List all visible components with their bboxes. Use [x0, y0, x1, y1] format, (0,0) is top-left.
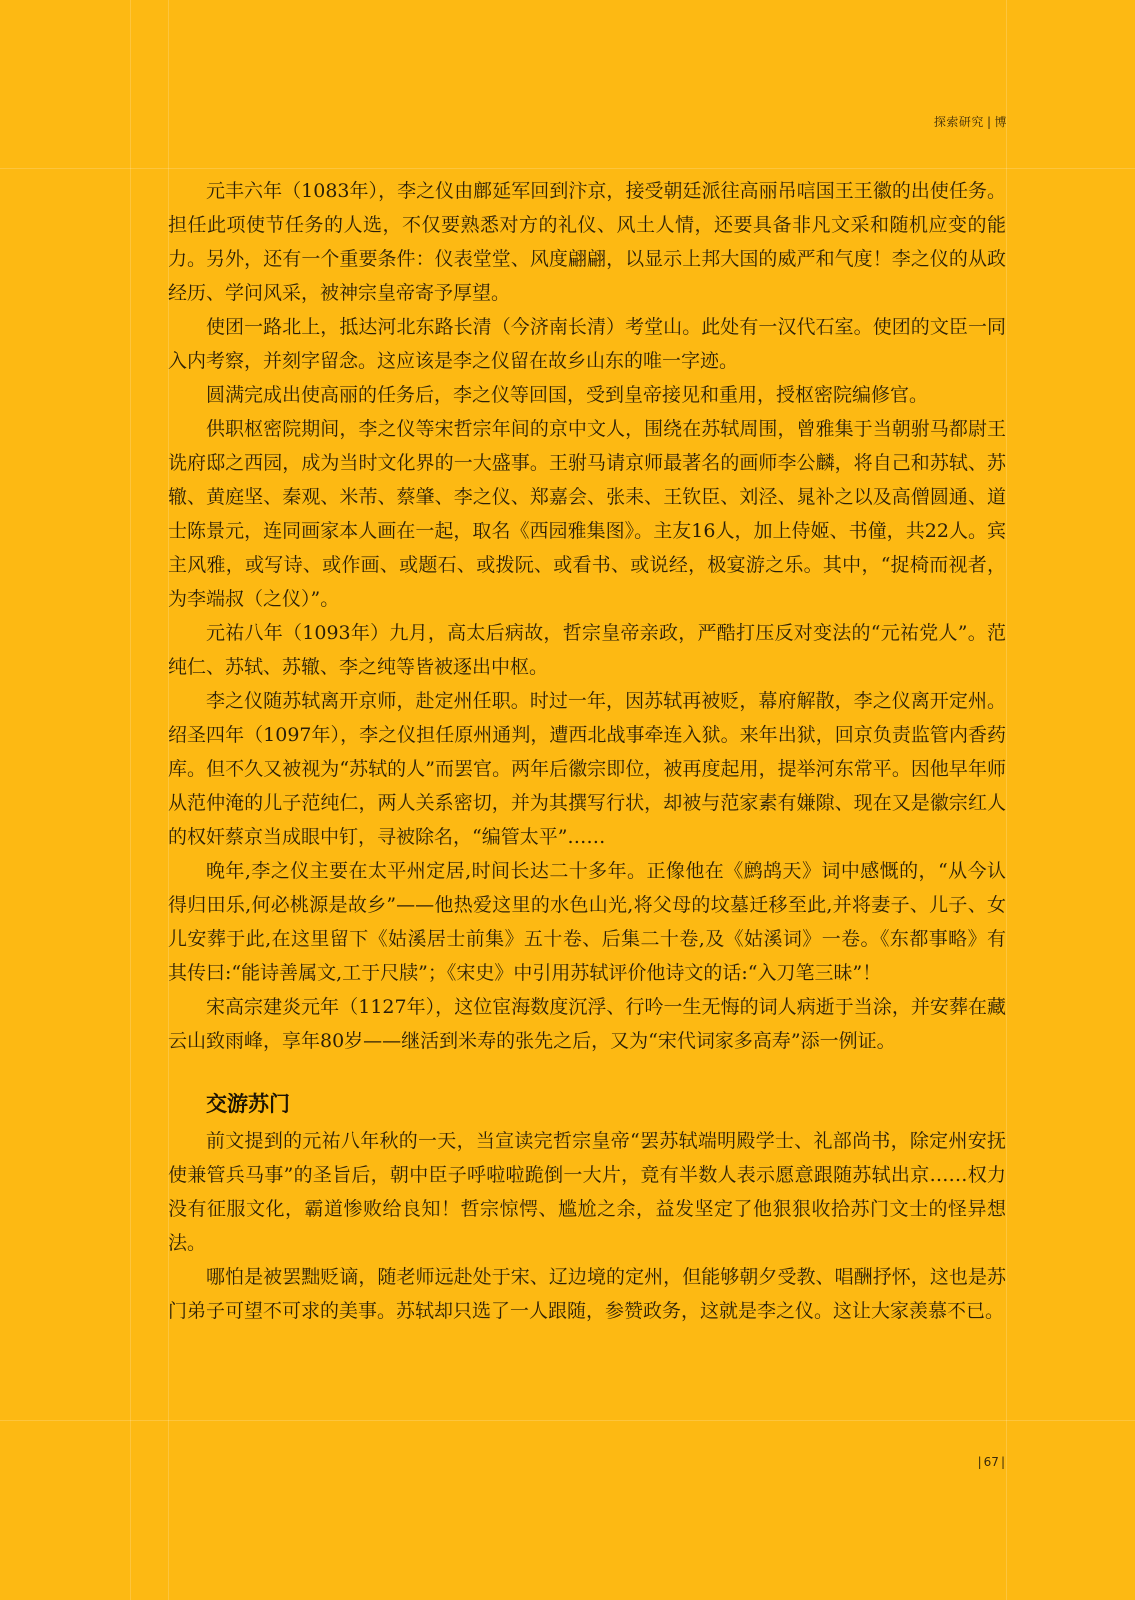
paragraph: 供职枢密院期间，李之仪等宋哲宗年间的京中文人，围绕在苏轼周围，曾雅集于当朝驸马都尉王诜府邸之西园，成为当时文化界的一大盛事。王驸马请京师最著名的画师李公麟，将自己和苏轼、苏辙、黄庭坚、秦观、米芾、蔡肇、李之仪、郑嘉会、张耒、王钦臣、刘泾、晁补之以及高僧圆通、道士陈景元，连同画家本人画在一起，取名《西园雅集图》。主友16人，加上侍姬、书僮，共22人。宾主风雅，或写诗、或作画、或题石、或拨阮、或看书、或说经，极宴游之乐。其中，“捉椅而视者，为李端叔（之仪）”。 — [168, 418, 1006, 610]
guide-line — [1006, 0, 1007, 1600]
paragraph: 哪怕是被罢黜贬谪，随老师远赴处于宋、辽边境的定州，但能够朝夕受教、唱酬抒怀，这也是苏门弟子可望不可求的美事。苏轼却只选了一人跟随，参赞政务，这就是李之仪。这让大家羡慕不已。 — [168, 1266, 1006, 1322]
paragraph: 元丰六年（1083年），李之仪由鄜延军回到汴京，接受朝廷派往高丽吊唁国王王徽的出使任务。担任此项使节任务的人选，不仅要熟悉对方的礼仪、风土人情，还要具备非凡文采和随机应变的能力。另外，还有一个重要条件：仪表堂堂、风度翩翩，以显示上邦大国的威严和气度！李之仪的从政经历、学问风采，被神宗皇帝寄予厚望。 — [168, 180, 1006, 304]
paragraph: 宋高宗建炎元年（1127年），这位宦海数度沉浮、行吟一生无悔的词人病逝于当涂，并安葬在藏云山致雨峰，享年80岁——继活到米寿的张先之后，又为“宋代词家多高寿”添一例证。 — [168, 996, 1006, 1052]
paragraph: 前文提到的元祐八年秋的一天，当宣读完哲宗皇帝“罢苏轼端明殿学士、礼部尚书，除定州安抚使兼管兵马事”的圣旨后，朝中臣子呼啦啦跪倒一大片，竟有半数人表示愿意跟随苏轼出京……权力没有征服文化，霸道惨败给良知！哲宗惊愕、尴尬之余，益发坚定了他狠狠收拾苏门文士的怪异想法。 — [168, 1130, 1006, 1254]
article-body — [168, 174, 1006, 1328]
paragraph: 圆满完成出使高丽的任务后，李之仪等回国，受到皇帝接见和重用，授枢密院编修官。 — [206, 384, 929, 406]
paragraph: 晚年,李之仪主要在太平州定居,时间长达二十多年。正像他在《鹧鸪天》词中感慨的，“从今认得归田乐,何必桃源是故乡”——他热爱这里的水色山光,将父母的坟墓迁移至此,并将妻子、儿子、女儿安葬于此,在这里留下《姑溪居士前集》五十卷、后集二十卷,及《姑溪词》一卷。《东都事略》有其传曰:“能诗善属文,工于尺牍”；《宋史》中引用苏轼评价他诗文的话:“入刀笔三昧”！ — [168, 860, 1006, 984]
paragraph: 使团一路北上，抵达河北东路长清（今济南长清）考堂山。此处有一汉代石室。使团的文臣一同入内考察，并刻字留念。这应该是李之仪留在故乡山东的唯一字迹。 — [168, 316, 1006, 372]
section-heading: 交游苏门 — [206, 1092, 290, 1116]
page-number — [976, 1455, 1007, 1469]
guide-line — [0, 1420, 1135, 1421]
page-number-bar: | — [1000, 1455, 1005, 1469]
header-separator: | — [986, 115, 992, 129]
header-section: 探索研究 — [933, 115, 984, 129]
paragraph: 元祐八年（1093年）九月，高太后病故，哲宗皇帝亲政，严酷打压反对变法的“元祐党人”。范纯仁、苏轼、苏辙、李之纯等皆被逐出中枢。 — [168, 622, 1006, 678]
header-category: 博 — [994, 115, 1007, 129]
guide-line — [0, 168, 1135, 169]
page-number-bar: | — [977, 1455, 982, 1469]
running-header — [934, 113, 1007, 130]
page-number-value: 67 — [983, 1455, 999, 1469]
paragraph: 李之仪随苏轼离开京师，赴定州任职。时过一年，因苏轼再被贬，幕府解散，李之仪离开定州。绍圣四年（1097年），李之仪担任原州通判，遭西北战事牵连入狱。来年出狱，回京负责监管内香药库。但不久又被视为“苏轼的人”而罢官。两年后徽宗即位，被再度起用，提举河东常平。因他早年师从范仲淹的儿子范纯仁，两人关系密切，并为其撰写行状，却被与范家素有嫌隙、现在又是徽宗红人的权奸蔡京当成眼中钉，寻被除名，“编管太平”…… — [168, 690, 1006, 848]
guide-line — [130, 0, 131, 1600]
